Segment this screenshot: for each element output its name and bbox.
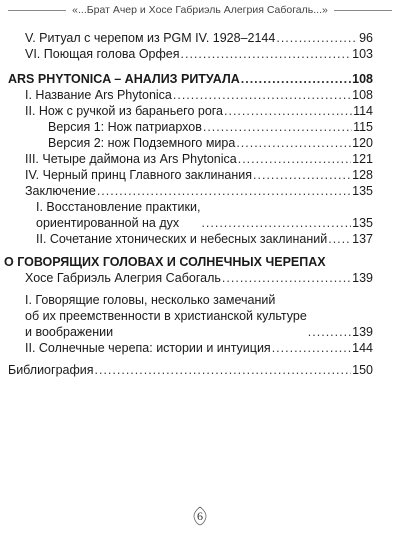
toc-leader — [253, 167, 351, 183]
toc-entry-label: Версия 1: Нож патриархов — [48, 120, 202, 134]
toc-page-number: 135 — [352, 184, 373, 198]
toc-entry-label: Версия 2: нож Подземного мира — [48, 136, 236, 150]
toc-page-number: 128 — [352, 168, 373, 182]
toc-entry-label: II. Солнечные черепа: истории и интуиция — [25, 341, 271, 355]
toc-entry — [36, 199, 373, 231]
toc-entry-label: II. Нож с ручкой из бараньего рога — [25, 104, 224, 118]
toc-page-number: 108 — [352, 72, 373, 86]
toc-entry-label — [25, 292, 307, 340]
toc-page-number: 139 — [352, 325, 373, 339]
toc-entry-label: Хосе Габриэль Алегрия Сабогаль — [25, 271, 221, 285]
toc-leader — [173, 87, 351, 103]
toc-page-number: 96 — [359, 31, 373, 45]
toc-entry — [25, 292, 373, 340]
toc-entry — [25, 270, 373, 286]
toc-leader — [241, 71, 351, 87]
toc-entry-label: III. Четыре даймона из Ars Phytonica — [25, 152, 237, 166]
running-header — [0, 2, 400, 18]
running-header-text: «...Брат Ачер и Хосе Габриэль Алегрия Сабогаль...» — [72, 4, 328, 16]
toc-entry — [8, 362, 373, 378]
toc-page-number: 108 — [352, 88, 373, 102]
toc-section-heading — [8, 71, 373, 87]
toc-leader — [272, 340, 351, 356]
toc-page-number: 103 — [352, 47, 373, 61]
toc-entry-label: I. Название Ars Phytonica — [25, 88, 172, 102]
toc-entry — [25, 167, 373, 183]
toc-leader — [97, 183, 351, 199]
toc-leader — [203, 119, 352, 135]
toc-entry — [25, 46, 373, 62]
toc-entry — [25, 87, 373, 103]
toc-entry-label: Заключение — [25, 184, 96, 198]
toc-entry-label-line: и воображении — [25, 325, 114, 339]
toc-entry — [25, 151, 373, 167]
toc-entry-label: IV. Черный принц Главного заклинания — [25, 168, 253, 182]
toc-page-number: 150 — [352, 363, 373, 377]
toc-page-number: 115 — [353, 120, 373, 134]
toc-leader — [181, 46, 352, 62]
toc-section-title: ARS PHYTONICA – АНАЛИЗ РИТУАЛА — [8, 72, 240, 86]
toc-page-number: 137 — [352, 232, 373, 246]
toc-entry-label: VI. Поющая голова Орфея — [25, 47, 180, 61]
toc-leader — [238, 151, 351, 167]
toc-leader — [201, 215, 351, 231]
toc-entry — [48, 119, 373, 135]
toc-entry — [25, 103, 373, 119]
toc-page-number: 135 — [352, 216, 373, 230]
toc-entry-label-line: ориентированной на дух — [36, 216, 180, 230]
toc-entry — [25, 183, 373, 199]
toc-entry-label-line: об их преемственности в христианской культуре — [25, 309, 307, 323]
page-number-badge — [190, 506, 210, 526]
toc-leader — [276, 30, 358, 46]
toc-page-number: 139 — [352, 271, 373, 285]
toc-page-number: 120 — [352, 136, 373, 150]
toc-entry-label-line: I. Восстановление практики, — [36, 200, 201, 214]
toc-entry-label: II. Сочетание хтонических и небесных заклинаний — [36, 232, 328, 246]
toc-entry — [48, 135, 373, 151]
toc-section-heading — [4, 254, 373, 270]
toc-entry — [25, 30, 373, 46]
toc-entry-label: V. Ритуал с черепом из PGM IV. 1928–2144 — [25, 31, 276, 45]
toc-leader — [236, 135, 351, 151]
toc-entry-label — [36, 199, 200, 231]
page-number: 6 — [197, 508, 203, 523]
toc-entry — [25, 340, 373, 356]
header-rule-left — [8, 10, 66, 11]
toc-entry-label: Библиография — [8, 363, 94, 377]
toc-leader — [328, 231, 351, 247]
header-rule-right — [334, 10, 392, 11]
toc-section-title: О ГОВОРЯЩИХ ГОЛОВАХ И СОЛНЕЧНЫХ ЧЕРЕПАХ — [4, 255, 326, 269]
toc-entry — [36, 231, 373, 247]
toc-entry-label-line: I. Говорящие головы, несколько замечаний — [25, 293, 276, 307]
toc-leader — [224, 103, 352, 119]
toc-leader — [308, 324, 351, 340]
toc-page-number: 114 — [353, 104, 373, 118]
toc-page-number: 144 — [352, 341, 373, 355]
toc-leader — [222, 270, 351, 286]
toc-page-number: 121 — [352, 152, 373, 166]
toc-leader — [95, 362, 352, 378]
